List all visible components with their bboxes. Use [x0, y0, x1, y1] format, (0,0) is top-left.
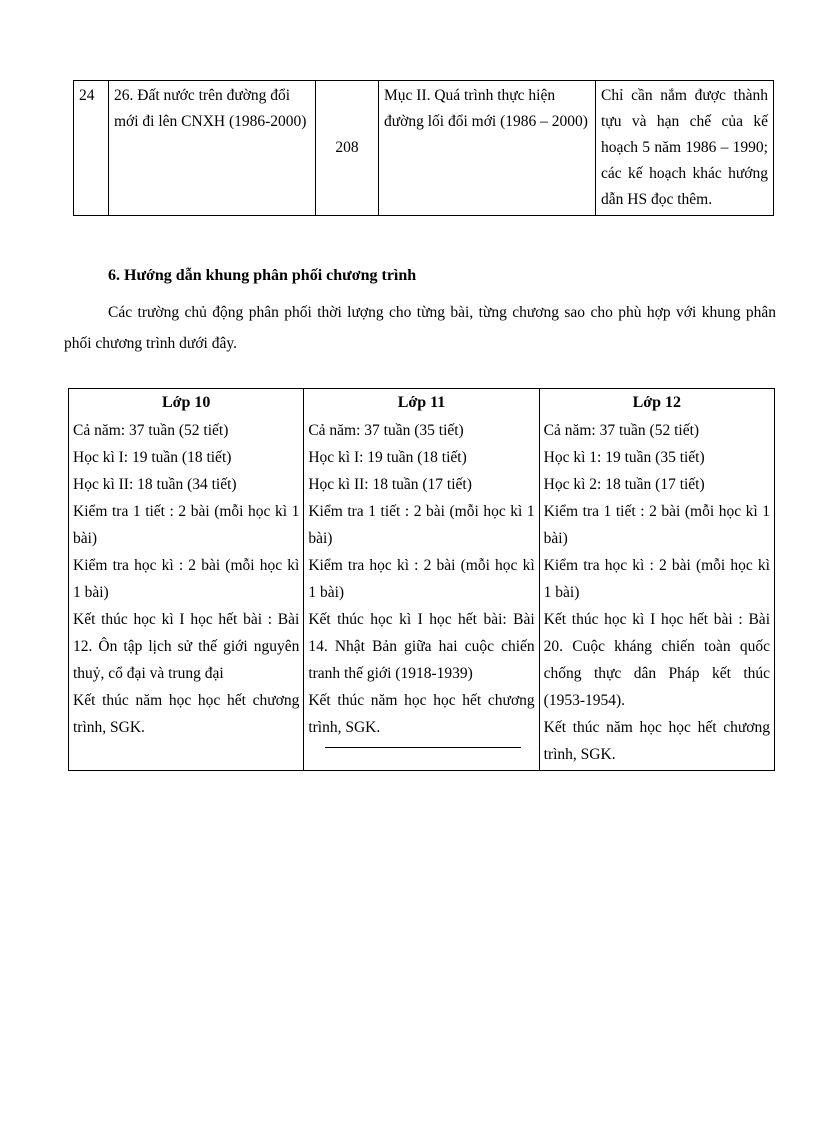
grade-10-line: Kiểm tra học kì : 2 bài (mỗi học kì 1 bài)	[73, 557, 300, 601]
grade-12-line: Kết thúc học kì I học hết bài : Bài 20. Cuộc kháng chiến toàn quốc chống thực dân Pháp kết thúc (1953-1954).	[543, 611, 770, 709]
grade-10-line: Cả năm: 37 tuần (52 tiết)	[73, 422, 229, 439]
grade-11-line: Kiểm tra học kì : 2 bài (mỗi học kì 1 bài)	[308, 557, 535, 601]
grade-10-title: Lớp 10	[161, 394, 211, 411]
grade-10-column	[69, 389, 304, 771]
grade-11-line: Học kì II: 18 tuần (17 tiết)	[308, 476, 472, 493]
grade-11-line: Học kì I: 19 tuần (18 tiết)	[308, 449, 467, 466]
grade-12-line: Cả năm: 37 tuần (52 tiết)	[543, 422, 700, 439]
section-heading: 6. Hướng dẫn khung phân phối chương trình	[108, 267, 417, 284]
end-divider	[325, 747, 521, 748]
grade-11-column	[304, 389, 539, 771]
guidance-note: Chỉ cần nắm được thành tựu và hạn chế của kế hoạch 5 năm 1986 – 1990; các kế hoạch khác hướng dẫn HS đọc thêm.	[596, 81, 774, 216]
grade-12-line: Kiểm tra học kì : 2 bài (mỗi học kì 1 bài)	[543, 557, 770, 601]
grade-10-line: Học kì II: 18 tuần (34 tiết)	[73, 476, 237, 493]
grade-12-line: Kiểm tra 1 tiết : 2 bài (mỗi học kì 1 bài)	[543, 503, 770, 547]
grade-11-line: Kết thúc học kì I học hết bài: Bài 14. Nhật Bản giữa hai cuộc chiến tranh thế giới (1918-1939)	[308, 611, 535, 682]
grade-12-line: Học kì 1: 19 tuần (35 tiết)	[543, 449, 705, 466]
grade-10-line: Kiểm tra 1 tiết : 2 bài (mỗi học kì 1 bài)	[73, 503, 300, 547]
distribution-table	[68, 388, 775, 771]
table-row	[69, 389, 775, 771]
intro-paragraph: Các trường chủ động phân phối thời lượng cho từng bài, từng chương sao cho phù hợp với khung phân phối chương trình dưới đây.	[64, 304, 776, 352]
grade-12-column	[539, 389, 774, 771]
grade-10-line: Kết thúc học kì I học hết bài : Bài 12. Ôn tập lịch sử thế giới nguyên thuỷ, cổ đại và trung đại	[73, 611, 300, 682]
curriculum-table	[73, 80, 774, 216]
page-number: 208	[316, 81, 379, 216]
grade-11-line: Cả năm: 37 tuần (35 tiết)	[308, 422, 464, 439]
lesson-title: 26. Đất nước trên đường đổi mới đi lên CNXH (1986-2000)	[109, 81, 316, 216]
grade-12-line: Học kì 2: 18 tuần (17 tiết)	[543, 476, 705, 493]
grade-11-title: Lớp 11	[397, 394, 446, 411]
table-row	[74, 81, 774, 216]
row-number: 24	[74, 81, 109, 216]
section-reference: Mục II. Quá trình thực hiện đường lối đổi mới (1986 – 2000)	[379, 81, 596, 216]
grade-11-line: Kết thúc năm học học hết chương trình, SGK.	[308, 692, 535, 736]
grade-10-line: Kết thúc năm học học hết chương trình, SGK.	[73, 692, 300, 736]
grade-12-line: Kết thúc năm học học hết chương trình, SGK.	[543, 719, 770, 763]
grade-11-line: Kiểm tra 1 tiết : 2 bài (mỗi học kì 1 bài)	[308, 503, 535, 547]
grade-12-title: Lớp 12	[632, 394, 682, 411]
grade-10-line: Học kì I: 19 tuần (18 tiết)	[73, 449, 232, 466]
